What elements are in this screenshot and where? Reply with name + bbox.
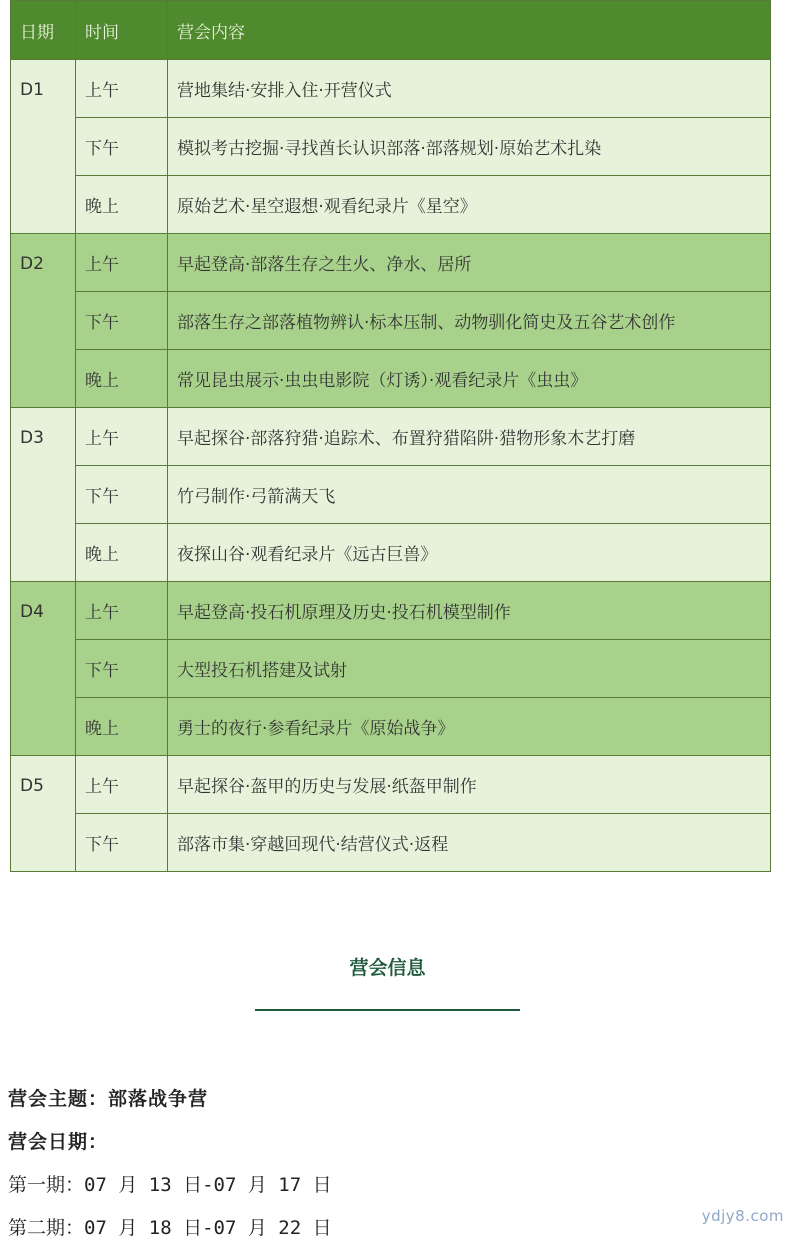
time-cell: 上午 (76, 756, 168, 814)
table-row (11, 118, 771, 176)
table-row (11, 350, 771, 408)
content-cell: 常见昆虫展示·虫虫电影院（灯诱）·观看纪录片《虫虫》 (168, 350, 771, 408)
table-row (11, 814, 771, 872)
camp-theme: 营会主题：部落战争营 (8, 1088, 209, 1110)
table-row (11, 292, 771, 350)
camp-date-label: 营会日期： (8, 1131, 109, 1153)
content-cell: 模拟考古挖掘·寻找酋长认识部落·部落规划·原始艺术扎染 (168, 118, 771, 176)
table-row (11, 60, 771, 118)
time-cell: 下午 (76, 640, 168, 698)
time-cell: 下午 (76, 814, 168, 872)
content-cell: 原始艺术·星空遐想·观看纪录片《星空》 (168, 176, 771, 234)
day-cell-d2: D2 (11, 234, 76, 408)
table-row (11, 640, 771, 698)
table-row (11, 524, 771, 582)
time-cell: 晚上 (76, 350, 168, 408)
section-divider (255, 1009, 520, 1011)
day-cell-d1: D1 (11, 60, 76, 234)
content-cell: 夜探山谷·观看纪录片《远古巨兽》 (168, 524, 771, 582)
table-row (11, 582, 771, 640)
content-cell: 部落市集·穿越回现代·结营仪式·返程 (168, 814, 771, 872)
content-cell: 早起探谷·盔甲的历史与发展·纸盔甲制作 (168, 756, 771, 814)
time-cell: 上午 (76, 582, 168, 640)
table-row (11, 176, 771, 234)
session-one-dates: 第一期：07 月 13 日-07 月 17 日 (8, 1174, 332, 1196)
content-cell: 竹弓制作·弓箭满天飞 (168, 466, 771, 524)
content-cell: 勇士的夜行·参看纪录片《原始战争》 (168, 698, 771, 756)
table-row (11, 234, 771, 292)
content-cell: 早起探谷·部落狩猎·追踪术、布置狩猎陷阱·猎物形象木艺打磨 (168, 408, 771, 466)
table-row (11, 756, 771, 814)
header-time: 时间 (76, 1, 168, 60)
header-date: 日期 (11, 1, 76, 60)
time-cell: 下午 (76, 292, 168, 350)
watermark: ydjy8.com (701, 1207, 784, 1225)
day-cell-d3: D3 (11, 408, 76, 582)
table-row (11, 698, 771, 756)
time-cell: 晚上 (76, 524, 168, 582)
time-cell: 上午 (76, 408, 168, 466)
schedule-table (10, 0, 771, 872)
time-cell: 晚上 (76, 698, 168, 756)
content-cell: 早起登高·部落生存之生火、净水、居所 (168, 234, 771, 292)
content-cell: 部落生存之部落植物辨认·标本压制、动物驯化简史及五谷艺术创作 (168, 292, 771, 350)
time-cell: 晚上 (76, 176, 168, 234)
content-cell: 大型投石机搭建及试射 (168, 640, 771, 698)
content-cell: 早起登高·投石机原理及历史·投石机模型制作 (168, 582, 771, 640)
time-cell: 上午 (76, 60, 168, 118)
time-cell: 下午 (76, 466, 168, 524)
table-row (11, 466, 771, 524)
day-cell-d4: D4 (11, 582, 76, 756)
content-cell: 营地集结·安排入住·开营仪式 (168, 60, 771, 118)
session-two-dates: 第二期：07 月 18 日-07 月 22 日 (8, 1217, 332, 1239)
table-header-row (11, 1, 771, 60)
section-title: 营会信息 (349, 957, 426, 979)
time-cell: 下午 (76, 118, 168, 176)
table-row (11, 408, 771, 466)
header-content: 营会内容 (168, 1, 771, 60)
time-cell: 上午 (76, 234, 168, 292)
day-cell-d5: D5 (11, 756, 76, 872)
